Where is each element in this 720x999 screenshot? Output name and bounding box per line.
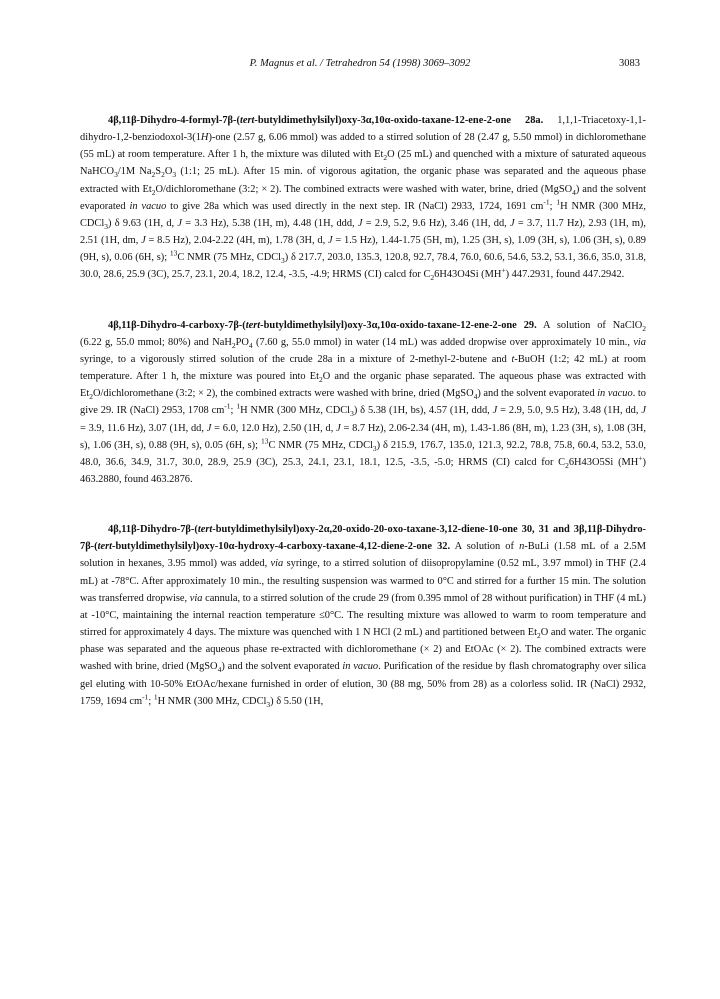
paragraph-text: A solution of NaClO$_2$ (6.22 g, 55.0 mmol; 80%) and $NaH_2PO_4$ (7.60 g, 55.0 mmol) in water (14 mL) was added dropwise over approximately 10 min., via syringe, to a vigorously stirred solution of the crude 28a in a mixture of 2-methyl-2-butene and t-BuOH (1:2; 42 mL) at room temperature. After 1 h, the mixture was poured into $Et_2O$ and the organic phase separated. The aqueous phase was extracted with $Et_2O$/dichloromethane (3:2; × 2), the combined extracts were washed with brine, dried (MgSO$_4$) and the solvent evaporated in vacuo. to give 29. IR (NaCl) 2953, 1708 $cm^{-1}$; $^1$H NMR (300 MHz, CDCl$_3$) δ 5.38 (1H, bs), 4.57 (1H, ddd, J = 2.9, 5.0, 9.5 Hz), 3.48 (1H, dd, J = 3.9, 11.6 Hz), 3.07 (1H, dd, J = 6.0, 12.0 Hz), 2.50 (1H, d, J = 8.7 Hz), 2.06-2.34 (4H, m), 1.43-1.86 (8H, m), 1.23 (3H, s), 1.08 (3H, s), 1.06 (3H, s), 0.88 (9H, s), 0.05 (6H, s); $^{13}$C NMR (75 MHz, CDCl$_3$) δ 215.9, 176.7, 135.0, 121.3, 92.2, 78.8, 75.8, 60.4, 53.2, 53.0, 48.0, 36.6, 34.9, 31.7, 30.0, 28.9, 25.9 (3C), 25.3, 24.1, 23.1, 18.1, 12.5, -3.5, -5.0; HRMS (CI) calcd for $C_26H43O5Si$ (MH+) 463.2880, found 463.2876. [80,319,647,485]
paragraph-compound-30-31-32 [80,521,646,710]
compound-title: 4β,11β-Dihydro-4-formyl-7β-(tert-butyldimethylsilyl)oxy-3α,10α-oxido-taxane-12-ene-2-one 28a. [108,115,544,126]
paragraph-text: A solution of n-BuLi (1.58 mL of a 2.5M solution in hexanes, 3.95 mmol) was added, via syringe, to a stirred solution of diisopropylamine (0.52 mL, 3.97 mmol) in THF (2.4 mL) at -78°C. After approximately 10 min., the resulting suspension was warmed to 0°C and stirred for a further 15 min. The solution was transferred dropwise, via cannula, to a stirred solution of the crude 29 (from 0.395 mmol of 28 without purification) in THF (4 mL) at -10°C, maintaining the internal reaction temperature ≤0°C. The resulting mixture was allowed to warm to room temperature and stirred for approximately 4 days. The mixture was quenched with 1 N HCl (2 mL) and partitioned between $Et_2O$ and water. The organic phase was separated and the aqueous phase re-extracted with dichloromethane (× 2) and EtOAc (× 2). The combined extracts were washed with brine, dried (MgSO$_4$) and the solvent evaporated in vacuo. Purification of the residue by flash chromatography over silica gel eluting with 10-50% EtOAc/hexane furnished in order of elution, 30 (88 mg, 50% from 28) as a colorless solid. IR (NaCl) 2932, 1759, 1694 $cm^{-1}$; $^1$H NMR (300 MHz, CDCl$_3$) δ 5.50 (1H, [80,541,646,709]
compound-title: 4β,11β-Dihydro-4-carboxy-7β-(tert-butyldimethylsilyl)oxy-3α,10α-oxido-taxane-12-ene-2-one 29. [108,319,537,331]
paragraph-compound-29 [80,317,646,489]
paragraph-text: 1,1,1-Triacetoxy-1,1-dihydro-1,2-benziodoxol-3(1H)-one (2.57 g, 6.06 mmol) was added to a stirred solution of 28 (2.47 g, 5.50 mmol) in dichloromethane (55 mL) at room temperature. After 1 h, the mixture was diluted with $Et_2O$ (25 mL) and quenched with a mixture of saturated aqueous NaHCO$_3$/1M $Na_2S_2O_3$ (1:1; 25 mL). After 15 min. of vigorous agitation, the organic phase was separated and the aqueous phase extracted with $Et_2O$/dichloromethane (3:2; × 2). The combined extracts were washed with water, brine, dried (MgSO$_4$) and the solvent evaporated in vacuo to give 28a which was used directly in the next step. IR (NaCl) 2933, 1724, 1691 $cm^{-1}$; $^1$H NMR (300 MHz, CDCl$_3$) δ 9.63 (1H, d, J = 3.3 Hz), 5.38 (1H, m), 4.48 (1H, ddd, J = 2.9, 5.2, 9.6 Hz), 3.46 (1H, dd, J = 3.7, 11.7 Hz), 2.93 (1H, m), 2.51 (1H, dm, J = 8.5 Hz), 2.04-2.22 (4H, m), 1.78 (3H, d, J = 1.5 Hz), 1.44-1.75 (5H, m), 1.25 (3H, s), 1.09 (3H, s), 1.06 (3H, s), 0.89 (9H, s), 0.06 (6H, s); $^{13}$C NMR (75 MHz, CDCl$_3$) δ 217.7, 203.0, 135.3, 120.8, 92.7, 78.4, 76.0, 60.6, 54.6, 53.2, 53.1, 36.6, 35.0, 31.8, 30.0, 28.6, 25.9 (3C), 25.7, 23.1, 20.4, 18.2, 12.4, -3.5, -4.9; HRMS (CI) calcd for $C_26H43O4Si$ (MH+) 447.2931, found 447.2942. [80,115,646,283]
paragraph-compound-28a [80,112,646,284]
journal-citation: P. Magnus et al. / Tetrahedron 54 (1998) 3069–3092 [249,58,471,69]
compound-title: 4β,11β-Dihydro-7β-(tert-butyldimethylsilyl)oxy-2α,20-oxido-20-oxo-taxane-3,12-diene-10-one 30, 31 and 3β,11β-Dihydro-7β-(tert-butyldimethylsilyl)oxy-10α-hydroxy-4-carboxy-taxane-4,12-diene-2-one 32. [80,524,646,553]
running-header [80,58,640,74]
article-body [80,112,646,710]
page-number: 3083 [619,58,640,69]
